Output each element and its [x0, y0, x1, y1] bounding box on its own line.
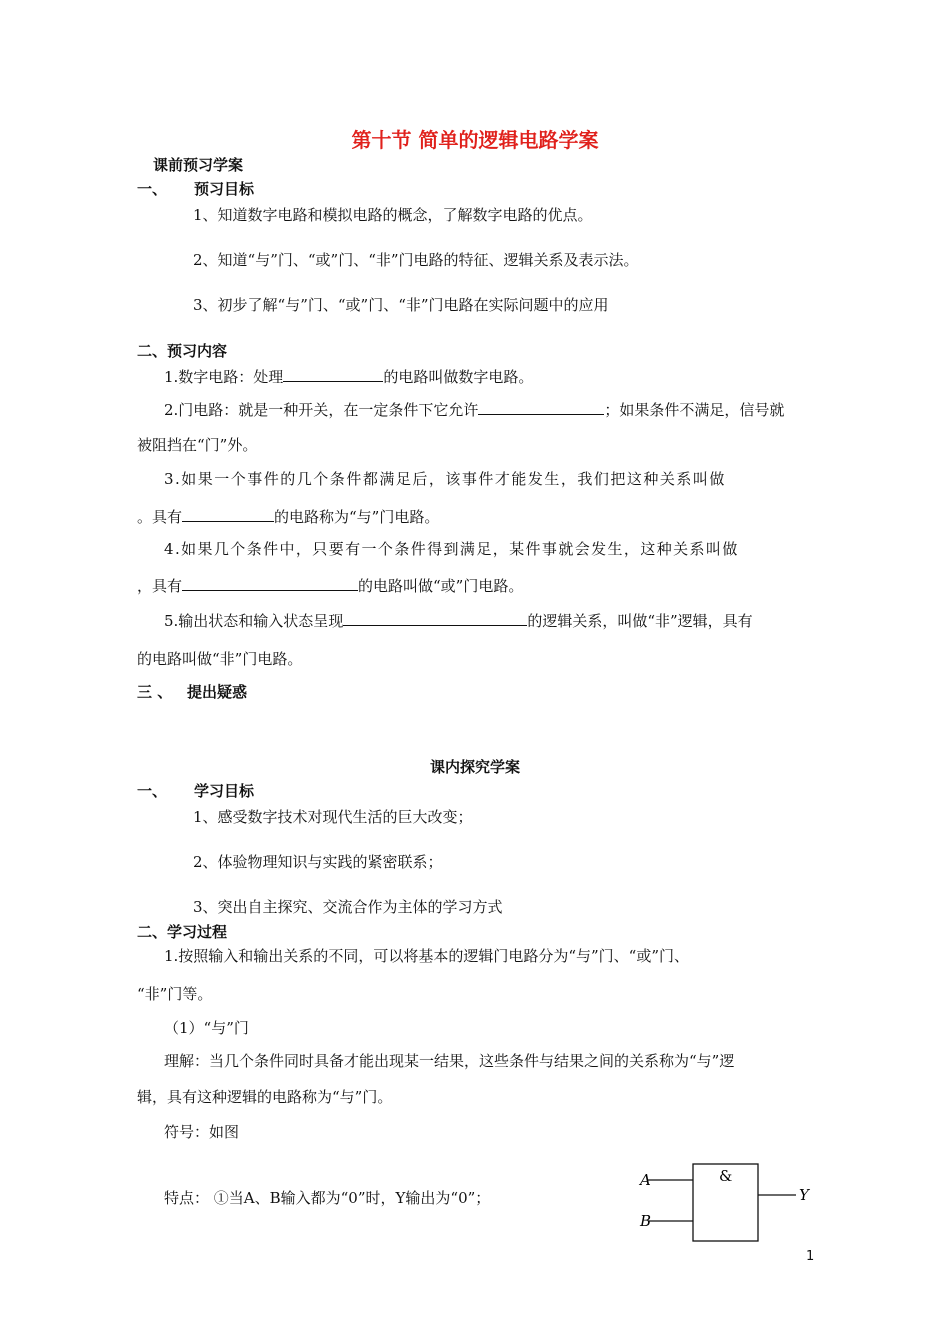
content-4-cont [137, 575, 523, 596]
fill-blank-5[interactable] [343, 611, 527, 626]
fill-blank-1[interactable] [283, 367, 383, 382]
and-gate-symbol-text: 符号：如图 [164, 1123, 240, 1141]
fill-blank-4[interactable] [182, 576, 358, 591]
explore-heading: 课内探究学案 [429, 758, 520, 776]
page-number: 1 [806, 1249, 815, 1264]
content-5-cont: 的电路叫做“非”门电路。 [137, 650, 303, 668]
content-4-lead: ，具有 [137, 577, 183, 595]
preview-sec3-label: 提出疑惑 [187, 683, 248, 701]
preview-sec1-label: 预习目标 [194, 180, 255, 198]
preview-goal-2: 2、知道“与”门、“或”门、“非”门电路的特征、逻辑关系及表示法。 [193, 251, 639, 269]
content-5 [164, 610, 753, 631]
explore-sec1-num: 一、 [137, 782, 168, 800]
content-5-mid: 的逻辑关系，叫做“非”逻辑，具有 [527, 612, 753, 630]
and-gate-diagram [630, 1155, 820, 1250]
input-b-label: B [640, 1212, 652, 1230]
content-1 [164, 366, 533, 387]
content-3-cont [137, 506, 439, 527]
content-4-tail: 的电路叫做“或”门电路。 [358, 577, 524, 595]
page-title: 第十节 简单的逻辑电路学案 [351, 128, 599, 152]
preview-sec2: 二、预习内容 [137, 342, 228, 360]
and-gate-feature: 特点： ①当A、B输入都为“0”时，Y输出为“0”； [164, 1189, 491, 1207]
and-gate-understanding-cont: 辑，具有这种逻辑的电路称为“与”门。 [137, 1088, 393, 1106]
explore-sec2: 二、学习过程 [137, 923, 228, 941]
and-gate-understanding: 理解：当几个条件同时具备才能出现某一结果，这些条件与结果之间的关系称为“与”逻 [164, 1052, 735, 1070]
input-a-label: A [640, 1171, 651, 1189]
content-2-lead: 2.门电路：就是一种开关，在一定条件下它允许 [164, 401, 479, 419]
preview-sec1-num: 一、 [137, 180, 168, 198]
preview-sec3-num: 三 、 [137, 683, 173, 701]
and-operator-label: & [719, 1167, 733, 1185]
explore-sec1-label: 学习目标 [194, 782, 255, 800]
explore-goal-3: 3、突出自主探究、交流合作为主体的学习方式 [193, 898, 503, 916]
content-3: 3.如果一个事件的几个条件都满足后，该事件才能发生，我们把这种关系叫做 [164, 470, 726, 488]
content-1-lead: 1.数字电路：处理 [164, 368, 284, 386]
process-1-cont: “非”门等。 [137, 985, 213, 1003]
content-3-tail: 的电路称为“与”门电路。 [274, 508, 440, 526]
output-y-label: Y [799, 1186, 809, 1204]
fill-blank-2[interactable] [478, 400, 604, 415]
and-gate-subheading: （1）“与”门 [164, 1019, 249, 1037]
preview-heading: 课前预习学案 [153, 156, 244, 174]
explore-goal-2: 2、体验物理知识与实践的紧密联系； [193, 853, 443, 871]
fill-blank-3[interactable] [182, 507, 274, 522]
content-2-cont: 被阻挡在“门”外。 [137, 436, 258, 454]
preview-goal-3: 3、初步了解“与”门、“或”门、“非”门电路在实际问题中的应用 [193, 296, 609, 314]
content-1-tail: 的电路叫做数字电路。 [383, 368, 534, 386]
content-5-lead: 5.输出状态和输入状态呈现 [164, 612, 344, 630]
content-2 [164, 399, 784, 420]
content-3-lead: 。具有 [137, 508, 183, 526]
process-1: 1.按照输入和输出关系的不同，可以将基本的逻辑门电路分为“与”门、“或”门、 [164, 947, 689, 965]
preview-goal-1: 1、知道数字电路和模拟电路的概念，了解数字电路的优点。 [193, 206, 593, 224]
content-2-tail: ；如果条件不满足，信号就 [604, 401, 785, 419]
explore-goal-1: 1、感受数字技术对现代生活的巨大改变； [193, 808, 473, 826]
content-4: 4.如果几个条件中，只要有一个条件得到满足，某件事就会发生，这种关系叫做 [164, 540, 739, 558]
